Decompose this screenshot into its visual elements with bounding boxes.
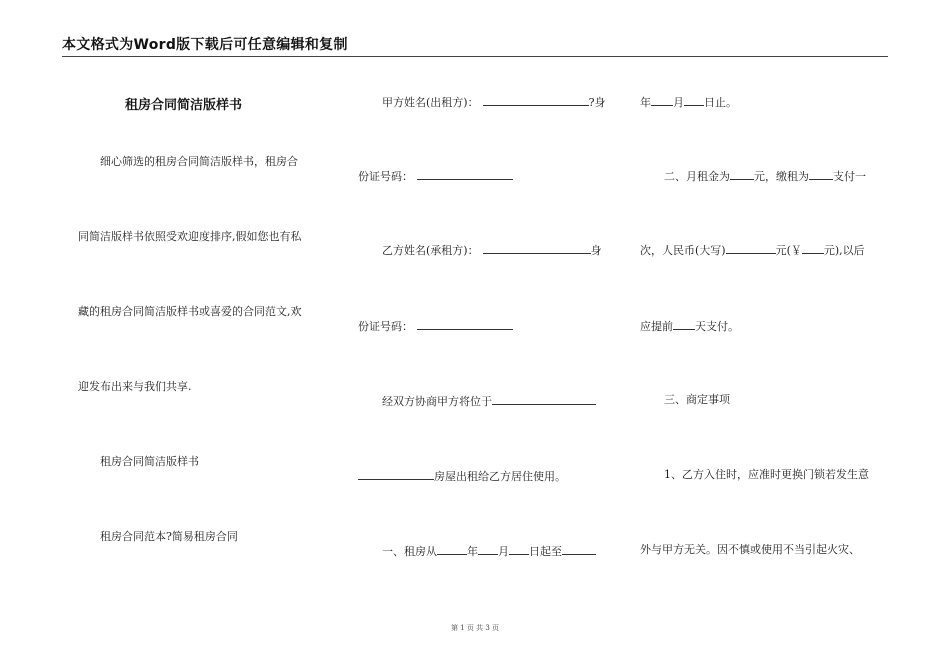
party-b-id-blank	[417, 318, 513, 330]
payment-period-blank	[809, 168, 833, 180]
rmb-prefix: 次，人民币(大写)	[640, 244, 726, 257]
party-b-name-label: 乙方姓名(承租方)：	[382, 244, 479, 257]
party-a-name-blank	[483, 94, 589, 106]
address-blank-2	[358, 468, 434, 480]
intro-line-3: 藏的租房合同简洁版样书或喜爱的合同范文,欢	[78, 305, 302, 318]
start-day-blank	[509, 543, 529, 555]
rmb-yuan: 元(￥	[775, 244, 802, 257]
intro-line-1: 细心筛选的租房合同简洁版样书，租房合	[100, 155, 298, 168]
party-b-name-suffix: 身	[590, 244, 602, 257]
term-prefix: 一、租房从	[382, 545, 437, 558]
advance-prefix: 应提前	[640, 320, 673, 333]
rent-unit: 元，缴租为	[754, 170, 809, 183]
end-day: 日止。	[704, 96, 737, 109]
section-3-title: 三、商定事项	[664, 393, 730, 406]
advance-suffix: 天支付。	[695, 320, 739, 333]
address-blank	[492, 393, 596, 405]
subtitle-line: 租房合同简洁版样书	[100, 455, 199, 468]
party-a-id-blank	[417, 168, 513, 180]
term-day-from: 日起至	[529, 545, 562, 558]
party-b-name-line	[382, 242, 602, 258]
party-a-name-label: 甲方姓名(出租方)：	[382, 96, 479, 109]
advance-line	[640, 318, 739, 334]
term-month: 月	[498, 545, 509, 558]
rmb-words-blank	[726, 242, 776, 254]
advance-days-blank	[673, 318, 695, 330]
term-year: 年	[467, 545, 478, 558]
rmb-number-blank	[802, 242, 824, 254]
rent-suffix: 支付一	[833, 170, 866, 183]
term-line	[382, 543, 596, 559]
end-year-blank	[562, 543, 596, 555]
item-1-line-2: 外与甲方无关。因不慎或使用不当引起火灾、	[640, 543, 860, 556]
agreement-prefix: 经双方协商甲方将位于	[382, 395, 492, 408]
intro-line-2: 同简洁版样书依照受欢迎度排序,假如您也有私	[78, 230, 302, 243]
agreement-suffix: 房屋出租给乙方居住使用。	[434, 470, 566, 483]
party-b-id-label: 份证号码：	[358, 320, 413, 333]
document-header	[62, 34, 888, 57]
end-year: 年	[640, 96, 651, 109]
rmb-suffix: 元),以后	[823, 244, 865, 257]
rent-amount-blank	[730, 168, 754, 180]
page-number: 第 1 页 共 3 页	[450, 624, 500, 632]
rent-prefix: 二、月租金为	[664, 170, 730, 183]
subtitle-line-2: 租房合同范本?简易租房合同	[100, 530, 238, 543]
rent-line	[664, 168, 866, 184]
party-a-name-suffix: ?身	[588, 96, 606, 109]
agreement-line	[382, 393, 596, 409]
document-title: 租房合同简洁版样书	[125, 98, 243, 113]
party-b-name-blank	[483, 242, 591, 254]
rmb-line	[640, 242, 865, 258]
party-a-name-line	[382, 94, 606, 110]
item-1-line-1: 1、乙方入住时，应准时更换门锁若发生意	[664, 468, 869, 481]
header-text: 本文格式为Word版下载后可任意编辑和复制	[62, 37, 348, 53]
agreement-line-2	[358, 468, 566, 484]
end-month-blank	[651, 94, 673, 106]
end-month: 月	[673, 96, 684, 109]
start-year-blank	[437, 543, 467, 555]
party-a-id-label: 份证号码：	[358, 170, 413, 183]
party-a-id-line	[358, 168, 513, 184]
intro-line-4: 迎发布出来与我们共享.	[78, 380, 192, 393]
start-month-blank	[478, 543, 498, 555]
party-b-id-line	[358, 318, 513, 334]
term-end-line	[640, 94, 737, 110]
end-day-blank	[684, 94, 704, 106]
